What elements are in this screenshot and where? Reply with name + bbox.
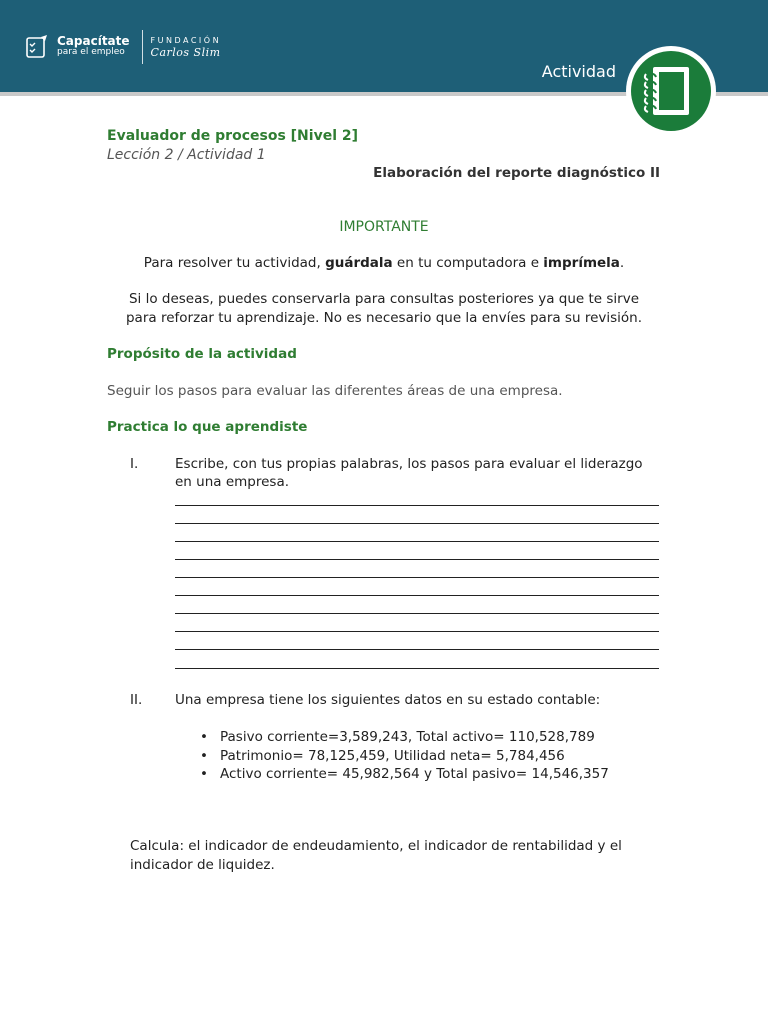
answer-line[interactable] <box>175 613 659 614</box>
answer-line[interactable] <box>175 595 659 596</box>
practice-heading: Practica lo que aprendiste <box>107 419 308 435</box>
instr1-save: guárdala <box>325 255 393 271</box>
instr1-print: imprímela <box>543 255 620 271</box>
answer-line[interactable] <box>175 559 659 560</box>
logo-line-1: Capacítate <box>57 34 130 48</box>
instr1-c: en tu computadora e <box>392 255 544 271</box>
list-item: • Pasivo corriente=3,589,243, Total activo= 110,528,789 <box>200 728 609 747</box>
answer-line[interactable] <box>175 649 659 650</box>
purpose-heading: Propósito de la actividad <box>107 346 297 362</box>
purpose-text: Seguir los pasos para evaluar las diferentes áreas de una empresa. <box>107 383 563 399</box>
answer-line[interactable] <box>175 523 659 524</box>
fundacion-line-2: Carlos Slim <box>150 46 221 59</box>
lesson-label: Lección 2 / Actividad 1 <box>107 147 266 163</box>
capacitate-logo <box>25 30 221 64</box>
logo-line-2: para el empleo <box>57 47 125 57</box>
answer-line[interactable] <box>175 541 659 542</box>
item-1-line-1: Escribe, con tus propias palabras, los pasos para evaluar el liderazgo <box>175 456 643 472</box>
important-heading: IMPORTANTE <box>339 219 429 235</box>
topic-title: Elaboración del reporte diagnóstico II <box>373 165 660 181</box>
item-1-number: I. <box>130 456 139 472</box>
instr1-e: . <box>619 255 625 271</box>
notebook-badge <box>626 46 716 136</box>
fundacion-logo <box>151 35 222 59</box>
checklist-logo-icon <box>25 34 51 60</box>
item-2-text: Una empresa tiene los siguientes datos en su estado contable: <box>175 692 601 708</box>
instruction-2-line-2: para reforzar tu aprendizaje. No es necesario que la envíes para su revisión. <box>125 310 643 326</box>
answer-line[interactable] <box>175 631 659 632</box>
fundacion-line-1: FUNDACIÓN <box>150 36 222 45</box>
financial-data-list <box>200 728 609 784</box>
answer-line[interactable] <box>175 505 659 506</box>
section-label: Actividad <box>541 62 616 81</box>
badge-circle <box>631 51 711 131</box>
item-1-line-2: en una empresa. <box>175 474 290 490</box>
calc-line-1: Calcula: el indicador de endeudamiento, el indicador de rentabilidad y el <box>130 838 622 854</box>
list-item: • Activo corriente= 45,982,564 y Total pasivo= 14,546,357 <box>200 765 609 784</box>
item-2-number: II. <box>130 692 143 708</box>
calc-line-2: indicador de liquidez. <box>130 857 275 873</box>
answer-line[interactable] <box>175 577 659 578</box>
instruction-1 <box>0 255 768 271</box>
course-title: Evaluador de procesos [Nivel 2] <box>107 128 359 144</box>
list-item: • Patrimonio= 78,125,459, Utilidad neta= 5,784,456 <box>200 747 609 766</box>
instruction-2-line-1: Si lo deseas, puedes conservarla para consultas posteriores ya que te sirve <box>128 291 640 307</box>
notebook-icon <box>631 51 711 131</box>
instr1-a: Para resolver tu actividad, <box>143 255 326 271</box>
logo-divider <box>142 30 143 64</box>
answer-line[interactable] <box>175 668 659 669</box>
logo-text <box>57 36 130 58</box>
